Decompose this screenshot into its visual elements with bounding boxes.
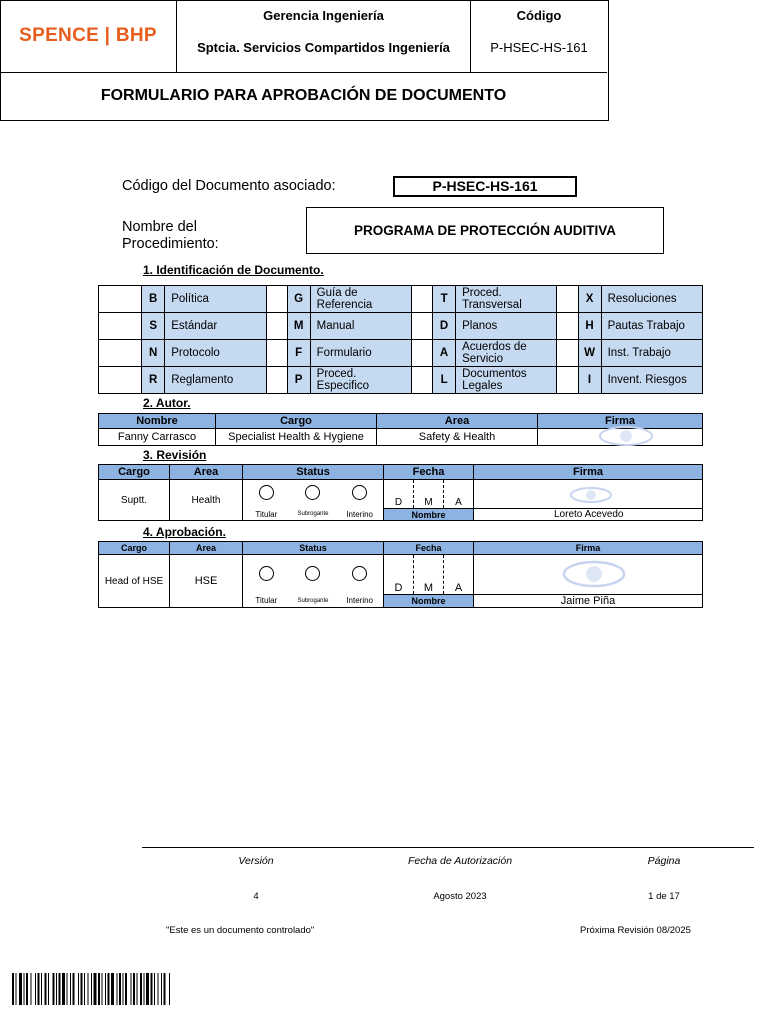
- barcode-bar: [41, 973, 42, 1005]
- author-col-name: Nombre: [99, 414, 216, 429]
- review-area: Health: [170, 480, 243, 521]
- barcode-bar: [137, 973, 138, 1005]
- barcode-bar: [140, 973, 142, 1005]
- barcode-bar: [56, 973, 57, 1005]
- doc-code-label: Código del Documento asociado:: [122, 178, 336, 194]
- barcode-bar: [169, 973, 170, 1005]
- doc-type-code: G: [287, 286, 310, 313]
- barcode-bar: [161, 973, 162, 1005]
- barcode-bar: [117, 973, 118, 1005]
- barcode-bar: [78, 973, 79, 1005]
- barcode-bar: [125, 973, 127, 1005]
- doc-type-label: Proced. Especifico: [310, 367, 411, 394]
- barcode-bar: [102, 973, 103, 1005]
- proc-name-value: PROGRAMA DE PROTECCIÓN AUDITIVA: [306, 207, 664, 254]
- doc-type-code: H: [578, 313, 601, 340]
- approval-date-m: M: [414, 555, 444, 595]
- doc-type-label: Invent. Riesgos: [601, 367, 702, 394]
- doc-type-checkbox[interactable]: [99, 340, 142, 367]
- doc-type-label: Política: [165, 286, 266, 313]
- review-titular-label: Titular: [243, 509, 290, 521]
- author-cargo: Specialist Health & Hygiene: [216, 429, 377, 446]
- section1-title: [143, 263, 324, 277]
- doc-type-label: Resoluciones: [601, 286, 702, 313]
- barcode-bar: [105, 973, 106, 1005]
- barcode-bar: [53, 973, 55, 1005]
- author-area: Safety & Health: [377, 429, 538, 446]
- doc-type-checkbox[interactable]: [99, 367, 142, 394]
- section2-title-text: 2. Autor.: [143, 396, 191, 410]
- author-firma: [538, 429, 703, 446]
- subdept-name: Sptcia. Servicios Compartidos Ingeniería: [197, 40, 450, 55]
- doc-type-label: Guía de Referencia: [310, 286, 411, 313]
- footer-next-revision: Próxima Revisión 08/2025: [580, 925, 691, 936]
- barcode-bar: [12, 973, 14, 1005]
- section4-title: [143, 525, 226, 539]
- eye-stamp-icon: [559, 557, 629, 591]
- footer-version: 4: [253, 891, 259, 902]
- doc-type-checkbox[interactable]: [411, 367, 432, 394]
- approval-date-d: D: [384, 555, 414, 595]
- barcode-bar: [84, 973, 85, 1005]
- barcode-bar: [35, 973, 36, 1005]
- barcode-bar: [26, 973, 28, 1005]
- author-col-firma: Firma: [538, 414, 703, 429]
- doc-type-code: T: [433, 286, 456, 313]
- approval-col-area: Area: [170, 542, 243, 555]
- proc-name-label-1: Nombre del: [122, 219, 197, 235]
- barcode-bar: [144, 973, 145, 1005]
- barcode-bar: [146, 973, 149, 1005]
- code-value: P-HSEC-HS-161: [490, 40, 588, 55]
- section4-title-text: 4. Aprobación.: [143, 525, 226, 539]
- doc-type-checkbox[interactable]: [99, 286, 142, 313]
- footer-date-label: Fecha de Autorización: [407, 855, 513, 867]
- approval-col-firma: Firma: [474, 542, 703, 555]
- approval-col-status: Status: [243, 542, 384, 555]
- barcode-bar: [31, 973, 32, 1005]
- doc-type-label: Planos: [456, 313, 557, 340]
- doc-type-code: A: [433, 340, 456, 367]
- approval-nombre-label: Nombre: [384, 595, 474, 608]
- doc-type-checkbox[interactable]: [411, 313, 432, 340]
- approval-subrogante-label: Subrogante: [290, 595, 337, 608]
- approval-cargo: Head of HSE: [99, 555, 170, 608]
- approval-col-fecha: Fecha: [384, 542, 474, 555]
- form-title: FORMULARIO PARA APROBACIÓN DE DOCUMENTO: [100, 87, 507, 104]
- approval-col-cargo: Cargo: [99, 542, 170, 555]
- dept-name: Gerencia Ingeniería: [263, 8, 384, 23]
- barcode-bar: [98, 973, 100, 1005]
- review-interino-label: Interino: [336, 509, 383, 521]
- doc-type-code: R: [142, 367, 165, 394]
- barcode-bar: [59, 973, 61, 1005]
- barcode-bar: [164, 973, 166, 1005]
- approval-interino-label: Interino: [336, 595, 383, 608]
- code-cell: [471, 0, 607, 73]
- review-status-titular-radio[interactable]: [243, 480, 290, 509]
- review-date-a: A: [444, 480, 474, 509]
- author-table: [98, 413, 703, 446]
- doc-type-code: B: [142, 286, 165, 313]
- doc-type-checkbox[interactable]: [557, 340, 578, 367]
- doc-type-label: Pautas Trabajo: [601, 313, 702, 340]
- section3-title-text: 3. Revisión: [143, 448, 207, 462]
- section2-title: [143, 396, 191, 410]
- approval-status-interino-radio[interactable]: [336, 555, 383, 595]
- barcode-bar: [88, 973, 89, 1005]
- review-date-d: D: [384, 480, 414, 509]
- barcode-bar: [119, 973, 121, 1005]
- doc-type-checkbox[interactable]: [557, 313, 578, 340]
- doc-type-checkbox[interactable]: [266, 286, 287, 313]
- doc-type-row: [99, 340, 703, 367]
- doc-type-row: [99, 367, 703, 394]
- eye-stamp-icon: [596, 423, 656, 449]
- header-box: [0, 0, 609, 121]
- approval-date-a: A: [444, 555, 474, 595]
- barcode-bar: [67, 973, 68, 1005]
- doc-type-code: D: [433, 313, 456, 340]
- doc-type-checkbox[interactable]: [266, 313, 287, 340]
- doc-type-checkbox[interactable]: [266, 367, 287, 394]
- review-status-subrogante-radio[interactable]: [290, 480, 337, 509]
- barcode-bar: [16, 973, 17, 1005]
- approval-titular-label: Titular: [243, 595, 290, 608]
- doc-type-label: Protocolo: [165, 340, 266, 367]
- review-col-area: Area: [170, 465, 243, 480]
- barcode-bar: [81, 973, 83, 1005]
- barcode-bar: [48, 973, 49, 1005]
- doc-type-code: X: [578, 286, 601, 313]
- review-nombre-label: Nombre: [384, 509, 474, 521]
- section3-title: [143, 448, 206, 462]
- bhp-logo: SPENCE | BHP: [19, 25, 157, 46]
- doc-type-label: Acuerdos de Servicio: [456, 340, 557, 367]
- footer-date: Agosto 2023: [433, 891, 487, 902]
- proc-name-label-2: Procedimiento:: [122, 236, 219, 252]
- footer-page: 1 de 17: [648, 891, 680, 902]
- doc-type-checkbox[interactable]: [557, 286, 578, 313]
- doc-type-code: L: [433, 367, 456, 394]
- doc-type-label: Estándar: [165, 313, 266, 340]
- doc-type-label: Formulario: [310, 340, 411, 367]
- approval-nombre: Jaime Piña: [474, 595, 703, 608]
- review-cargo: Suptt.: [99, 480, 170, 521]
- footer-version-label: Versión: [238, 855, 274, 867]
- eye-stamp-icon: [566, 484, 616, 506]
- doc-type-code: W: [578, 340, 601, 367]
- section1-title-text: 1. Identificación de Documento.: [143, 263, 324, 277]
- review-col-firma: Firma: [474, 465, 703, 480]
- doc-type-code: I: [578, 367, 601, 394]
- approval-firma: [474, 555, 703, 595]
- barcode-bar: [73, 973, 75, 1005]
- review-table: [98, 464, 703, 521]
- doc-type-label: Manual: [310, 313, 411, 340]
- barcode-bar: [70, 973, 71, 1005]
- approval-status-subrogante-radio[interactable]: [290, 555, 337, 595]
- review-status-interino-radio[interactable]: [336, 480, 383, 509]
- approval-status-titular-radio[interactable]: [243, 555, 290, 595]
- barcode-bar: [133, 973, 135, 1005]
- barcode-bar: [158, 973, 159, 1005]
- review-date-m: M: [414, 480, 444, 509]
- logo-cell: [0, 0, 177, 73]
- doc-type-label: Documentos Legales: [456, 367, 557, 394]
- barcode-bar: [24, 973, 25, 1005]
- barcode-bar: [94, 973, 97, 1005]
- author-name: Fanny Carrasco: [99, 429, 216, 446]
- barcode-bar: [154, 973, 155, 1005]
- code-label: Código: [516, 8, 562, 23]
- doc-type-row: [99, 313, 703, 340]
- document-type-table: [98, 285, 703, 394]
- doc-type-checkbox[interactable]: [266, 340, 287, 367]
- doc-type-code: N: [142, 340, 165, 367]
- author-col-area: Area: [377, 414, 538, 429]
- doc-code-value: P-HSEC-HS-161: [393, 176, 577, 197]
- footer-rule: [142, 847, 754, 848]
- barcode-bar: [62, 973, 65, 1005]
- doc-type-code: S: [142, 313, 165, 340]
- review-nombre: Loreto Acevedo: [474, 509, 703, 521]
- barcode-bar: [108, 973, 110, 1005]
- barcode-bar: [19, 973, 22, 1005]
- footer-page-label: Página: [647, 855, 681, 867]
- approval-area: HSE: [170, 555, 243, 608]
- doc-type-row: [99, 286, 703, 313]
- review-col-cargo: Cargo: [99, 465, 170, 480]
- doc-type-label: Reglamento: [165, 367, 266, 394]
- doc-type-checkbox[interactable]: [411, 340, 432, 367]
- footer-controlled: "Este es un documento controlado": [166, 925, 315, 936]
- barcode-bar: [38, 973, 40, 1005]
- doc-type-checkbox[interactable]: [411, 286, 432, 313]
- doc-type-checkbox[interactable]: [557, 367, 578, 394]
- doc-type-label: Inst. Trabajo: [601, 340, 702, 367]
- author-col-cargo: Cargo: [216, 414, 377, 429]
- barcode-bar: [45, 973, 47, 1005]
- barcode-bar: [123, 973, 124, 1005]
- doc-type-code: P: [287, 367, 310, 394]
- doc-type-label: Proced. Transversal: [456, 286, 557, 313]
- review-firma: [474, 480, 703, 509]
- approval-table: [98, 541, 703, 608]
- doc-type-checkbox[interactable]: [99, 313, 142, 340]
- dept-cell: [177, 0, 471, 73]
- barcode: [12, 973, 240, 1005]
- doc-type-code: M: [287, 313, 310, 340]
- barcode-bar: [151, 973, 153, 1005]
- doc-type-code: F: [287, 340, 310, 367]
- barcode-bar: [131, 973, 132, 1005]
- barcode-bar: [111, 973, 114, 1005]
- review-col-fecha: Fecha: [384, 465, 474, 480]
- barcode-bar: [91, 973, 92, 1005]
- review-subrogante-label: Subrogante: [290, 509, 337, 521]
- review-col-status: Status: [243, 465, 384, 480]
